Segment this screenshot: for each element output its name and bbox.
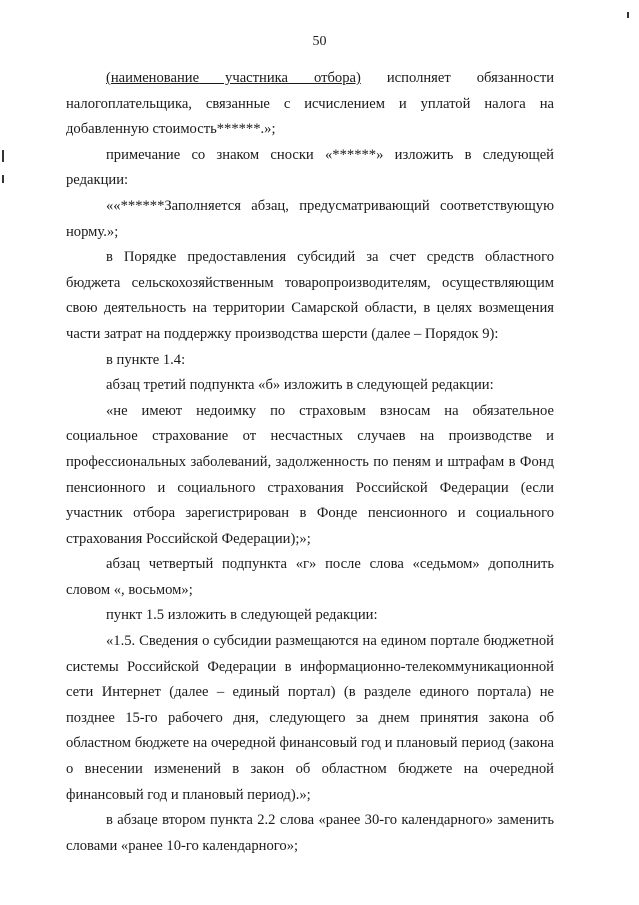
paragraph-text: исполняет обязанности налогоплательщика, связанные с исчислением и уплатой налога на добавленную стоимость******.»;: [66, 70, 555, 138]
paragraph: абзац четвертый подпункта «г» после слова «седьмом» дополнить словом «, восьмом»;: [66, 556, 554, 598]
paragraph: [66, 66, 554, 143]
paragraph: пункт 1.5 изложить в следующей редакции:: [106, 607, 378, 624]
paragraph: «1.5. Сведения о субсидии размещаются на едином портале бюджетной системы Российской Федерации в информационно-телекоммуникационной сети Интернет (далее – единый портал) (в разделе единого портала) не позднее 15-го рабочего дня, следующего за днем принятия закона об областном бюджете на очередной финансовый год и плановый период (закона о внесении изменений в закон об областном бюджете на очередной финансовый год и плановый период).»;: [66, 633, 554, 803]
paragraph: в пункте 1.4:: [106, 351, 186, 368]
paragraph: в Порядке предоставления субсидий за счет средств областного бюджета сельскохозяйственным товаропроизводителям, осуществляющим свою деятельность на территории Самарской области, в целях возмещения части затрат на поддержку производства шерсти (далее – Порядок 9):: [66, 249, 554, 342]
paragraph: ««******Заполняется абзац, предусматривающий соответствующую норму.»;: [66, 197, 554, 240]
paragraph: примечание со знаком сноски «******» изложить в следующей редакции:: [66, 146, 554, 189]
paragraph: абзац третий подпункта «б» изложить в следующей редакции:: [106, 377, 494, 394]
document-body: [66, 66, 554, 859]
paragraph: «не имеют недоимку по страховым взносам на обязательное социальное страхование от несчастных случаев на производстве и профессиональных заболеваний, задолженность по пеням и штрафам в Фонд пенсионного и социального страхования Российской Федерации (если участник отбора зарегистрирован в Фонде пенсионного и социального страхования Российской Федерации);»;: [66, 402, 554, 547]
paragraph: в абзаце втором пункта 2.2 слова «ранее 30-го календарного» заменить словами «ранее 10-го календарного»;: [66, 812, 554, 854]
page-number: 50: [312, 34, 327, 49]
scan-edge-mark: [2, 175, 4, 183]
scan-edge-mark: [2, 150, 4, 162]
scan-edge-mark: [627, 12, 629, 18]
underlined-placeholder: (наименование участника отбора): [106, 70, 361, 86]
